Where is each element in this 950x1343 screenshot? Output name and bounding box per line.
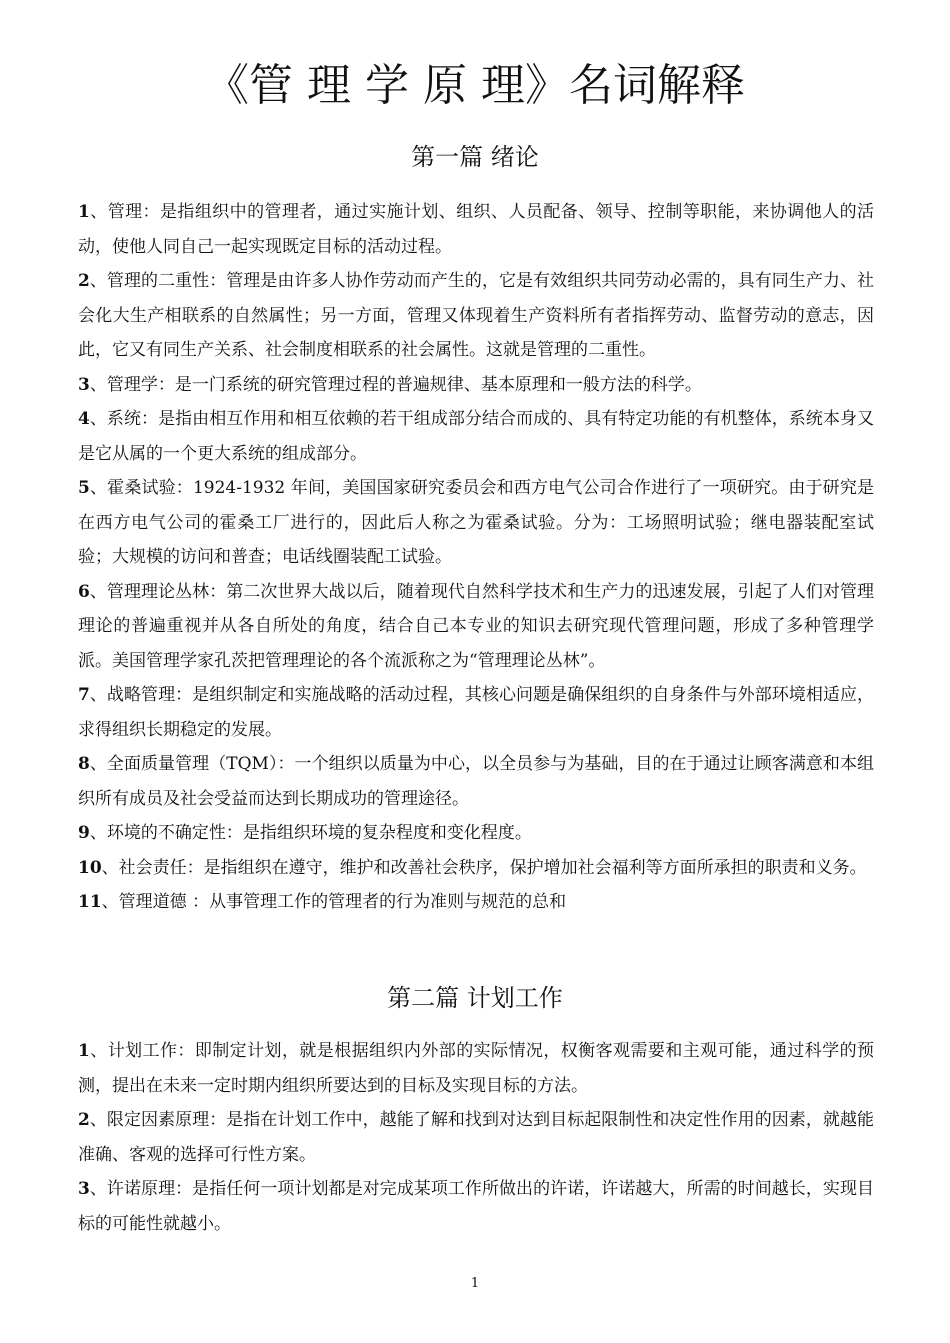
page-number: 1: [470, 1276, 480, 1291]
entry-text: 、计划工作：即制定计划，就是根据组织内外部的实际情况，权衡客观需要和主观可能，通过科学的预测，提出在未来一定时期内组织所要达到的目标及实现目标的方法。: [78, 1041, 874, 1096]
entry-text: 、霍桑试验：1924-1932 年间，美国国家研究委员会和西方电气公司合作进行了一项研究。由于研究是在西方电气公司的霍桑工厂进行的，因此后人称之为霍桑试验。分为：工场照明试验；继电器装配室试验；大规模的访问和普查；电话线圈装配工试验。: [78, 478, 874, 567]
term-entry: [78, 1034, 874, 1103]
entry-text: 、全面质量管理（TQM）：一个组织以质量为中心，以全员参与为基础，目的在于通过让顾客满意和本组织所有成员及社会受益而达到长期成功的管理途径。: [78, 754, 874, 809]
entry-text: 、管理道德 ：从事管理工作的管理者的行为准则与规范的总和: [101, 892, 567, 912]
entry-number: 3: [78, 374, 90, 395]
entry-number: 11: [78, 892, 102, 912]
entry-number: 1: [78, 202, 90, 222]
entry-text: 、限定因素原理：是指在计划工作中，越能了解和找到对达到目标起限制性和决定性作用的因素，就越能准确、客观的选择可行性方案。: [78, 1110, 874, 1165]
entry-number: 8: [78, 754, 90, 774]
entry-text: 、管理：是指组织中的管理者，通过实施计划、组织、人员配备、领导、控制等职能，来协调他人的活动，使他人同自己一起实现既定目标的活动过程。: [78, 202, 874, 257]
entry-number: 2: [78, 271, 90, 291]
entry-text: 、战略管理：是组织制定和实施战略的活动过程，其核心问题是确保组织的自身条件与外部环境相适应，求得组织长期稳定的发展。: [78, 685, 874, 740]
entry-text: 、管理理论丛林：第二次世界大战以后，随着现代自然科学技术和生产力的迅速发展，引起了人们对管理理论的普遍重视并从各自所处的角度，结合自己本专业的知识去研究现代管理问题，形成了多种管理学派。美国管理学家孔茨把管理理论的各个流派称之为“管理理论丛林”。: [78, 581, 874, 671]
term-entry: [78, 575, 874, 679]
entry-text: 、系统：是指由相互作用和相互依赖的若干组成部分结合而成的、具有特定功能的有机整体，系统本身又是它从属的一个更大系统的组成部分。: [78, 409, 874, 464]
term-entry: [78, 851, 874, 886]
entry-number: 9: [78, 823, 90, 843]
term-entry: [78, 368, 874, 403]
term-entry: [78, 1103, 874, 1172]
section-heading-planning: 第二篇 计划工作: [387, 984, 563, 1012]
term-entry: [78, 1172, 874, 1241]
term-entry: [78, 264, 874, 368]
entry-number: 6: [78, 581, 90, 602]
entry-number: 7: [78, 685, 90, 705]
section-planning-entries: [78, 1034, 874, 1241]
entry-number: 1: [78, 1041, 90, 1061]
entry-text: 、管理的二重性：管理是由许多人协作劳动而产生的，它是有效组织共同劳动必需的，具有同生产力、社会化大生产相联系的自然属性；另一方面，管理又体现着生产资料所有者指挥劳动、监督劳动的意志，因此，它又有同生产关系、社会制度相联系的社会属性。这就是管理的二重性。: [78, 271, 874, 360]
term-entry: [78, 471, 874, 575]
term-entry: [78, 885, 874, 920]
term-entry: [78, 195, 874, 264]
document-title: 《管 理 学 原 理》名词解释: [205, 60, 745, 111]
section-introduction-entries: [78, 195, 874, 920]
term-entry: [78, 816, 874, 851]
term-entry: [78, 678, 874, 747]
term-entry: [78, 747, 874, 816]
section-heading-introduction: 第一篇 绪论: [411, 143, 539, 171]
entry-text: 、环境的不确定性：是指组织环境的复杂程度和变化程度。: [89, 823, 532, 843]
entry-number: 3: [78, 1179, 90, 1199]
entry-number: 4: [78, 409, 90, 429]
entry-number: 5: [78, 478, 90, 498]
entry-text: 、管理学：是一门系统的研究管理过程的普遍规律、基本原理和一般方法的科学。: [89, 374, 702, 395]
entry-text: 、许诺原理：是指任何一项计划都是对完成某项工作所做出的许诺，许诺越大，所需的时间越长，实现目标的可能性就越小。: [78, 1179, 874, 1234]
entry-text: 、社会责任：是指组织在遵守，维护和改善社会秩序，保护增加社会福利等方面所承担的职责和义务。: [101, 857, 867, 878]
entry-number: 2: [78, 1110, 90, 1130]
entry-number: 10: [78, 857, 102, 878]
term-entry: [78, 402, 874, 471]
